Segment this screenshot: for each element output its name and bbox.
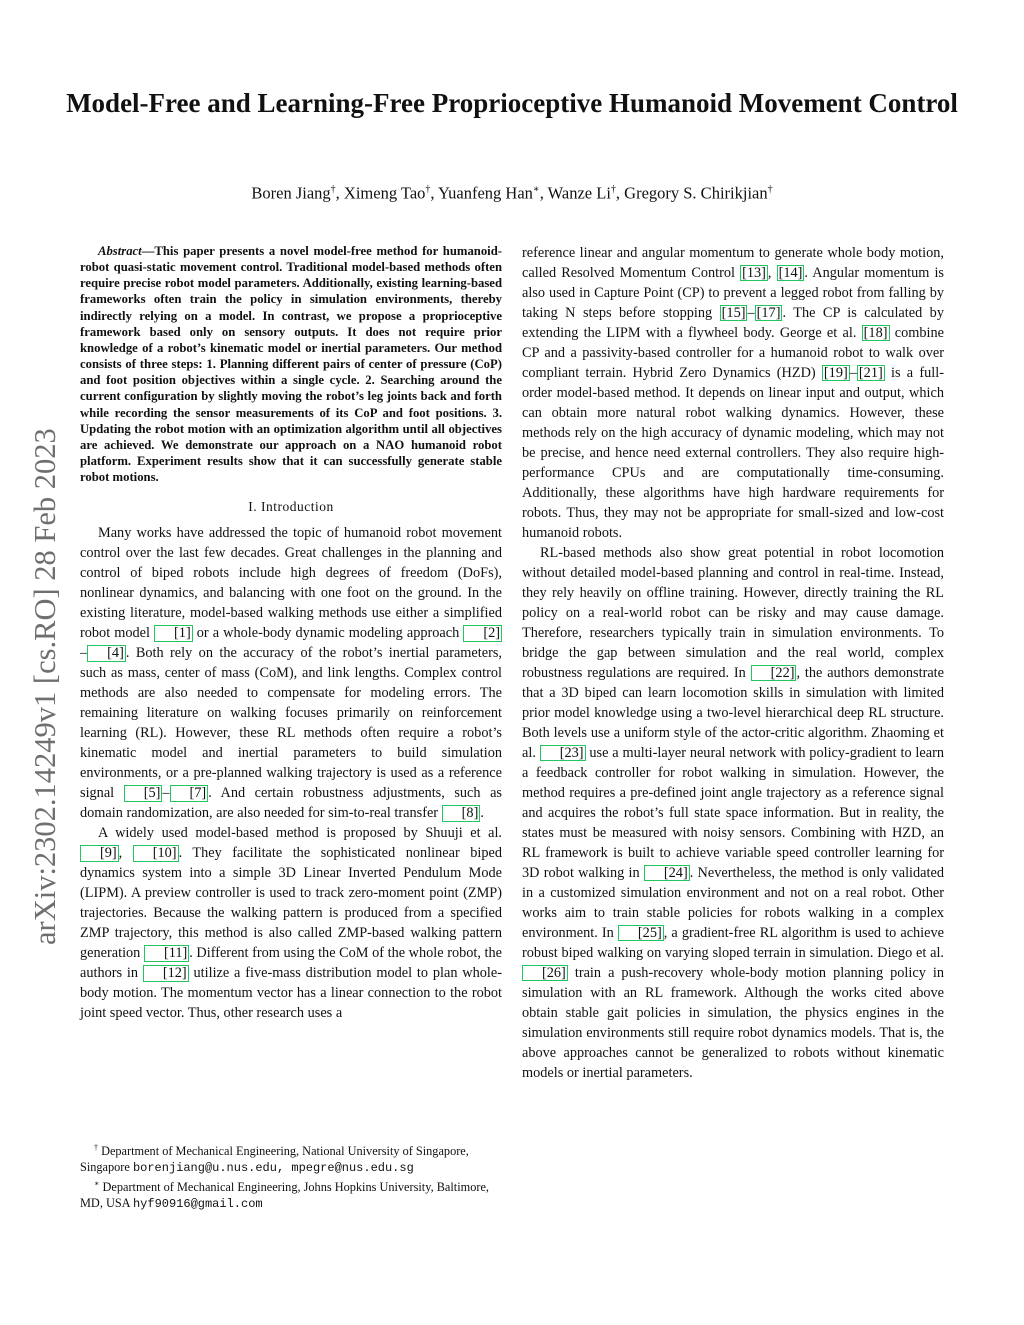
right-column — [522, 243, 944, 1083]
citation-link[interactable]: [8] — [442, 805, 481, 821]
citation-link[interactable]: [21] — [858, 365, 883, 381]
citation-link[interactable]: [13] — [742, 265, 766, 281]
abstract-label: Abstract — [98, 244, 142, 258]
affiliation-mark: † — [425, 184, 431, 195]
author-name: Boren Jiang — [251, 183, 331, 203]
citation-link[interactable]: [14] — [778, 265, 803, 281]
right-body — [522, 243, 944, 1083]
footnote-mark: † — [94, 1143, 98, 1152]
citation-link[interactable]: [22] — [751, 665, 797, 681]
author-list: Boren Jiang†, Ximeng Tao†, Yuanfeng Han∗, Wanze Li†, Gregory S. Chirikjian† — [251, 183, 773, 203]
affiliation-mark: † — [330, 184, 336, 195]
citation-link[interactable]: [15] — [721, 305, 746, 321]
citation-link[interactable]: [5] — [124, 785, 163, 801]
citation-link[interactable]: [1] — [154, 625, 193, 641]
citation-link[interactable]: [10] — [133, 845, 179, 861]
footnote-text: Department of Mechanical Engineering, National University of Singapore, Singapore — [80, 1144, 469, 1174]
email-address[interactable]: hyf90916@gmail.com — [132, 1196, 263, 1211]
affiliation-mark: † — [767, 184, 773, 195]
abstract — [80, 243, 502, 485]
left-body — [80, 523, 502, 1023]
citation-link[interactable]: [4] — [87, 645, 126, 661]
affiliation-footnote — [80, 1140, 502, 1176]
citation-link[interactable]: [9] — [80, 845, 119, 861]
citation-link[interactable]: [12] — [143, 965, 189, 981]
footnote-text: Department of Mechanical Engineering, Johns Hopkins University, Baltimore, MD, USA — [80, 1180, 489, 1210]
footnotes — [80, 1140, 502, 1212]
citation-link[interactable]: [2] — [463, 625, 502, 641]
body-paragraph: A widely used model-based method is proposed by Shuuji et al. [9] , [10] . They facilitate the sophisticated nonlinear biped dynamics system into a simple 3D Linear Inverted Pendulum Mode (LIPM). A preview controller is used to track zero-moment point (ZMP) trajectories. Because the walking pattern is produced from a specified ZMP trajectory, this method is also called ZMP-based walking pattern generation [11] . Different from using the CoM of the whole robot, the authors in [12] utilize a five-mass distribution model to plan whole-body motion. The momentum vector has a linear connection to the robot joint speed vector. Thus, other research uses a — [80, 825, 502, 1022]
paper-title: Model-Free and Learning-Free Proprioceptive Humanoid Movement Control — [66, 88, 958, 118]
citation-link[interactable]: [23] — [540, 745, 586, 761]
citation-link[interactable]: [11] — [144, 945, 189, 961]
citation-link[interactable]: [25] — [618, 925, 664, 941]
abstract-text: —This paper presents a novel model-free method for humanoid-robot quasi-static movement control. Traditional model-based methods often require precise robot model parameters. Additionally, existing learning-based frameworks often train the policy in simulation environments, thereby indirectly relying on a model. In contrast, we propose a proprioceptive framework based only on sensory outputs. It does not require prior knowledge of a robot’s kinematic model or inertial parameters. Our method consists of three steps: 1. Planning different pairs of center of pressure (CoP) and foot position objectives within a single cycle. 2. Searching around the current configuration by slightly moving the robot’s leg joints back and forth while recording the sensor measurements of its CoP and foot positions. 3. Updating the robot motion with an optimization algorithm until all objectives are achieved. We demonstrate our approach on a NAO humanoid robot platform. Experiment results show that it can successfully generate stable robot motions. — [80, 244, 502, 485]
affiliation-mark: ∗ — [532, 184, 540, 195]
author-name: Yuanfeng Han — [438, 183, 533, 203]
section-heading-introduction: I. Introduction — [248, 499, 334, 515]
citation-link[interactable]: [17] — [756, 305, 781, 321]
citation-link[interactable]: [26] — [522, 965, 568, 981]
affiliation-footnote — [80, 1176, 502, 1212]
email-address[interactable]: borenjiang@u.nus.edu, mpegre@nus.edu.sg — [132, 1160, 414, 1175]
body-paragraph: reference linear and angular momentum to generate whole body motion, called Resolved Momentum Control [13] , [14] . Angular momentum is also used in Capture Point (CP) to prevent a legged robot from falling by taking N steps before stopping [15] – [17] . The CP is calculated by extending the LIPM with a flywheel body. George et al. [18] combine CP and a passivity-based controller for a humanoid robot to walk over compliant terrain. Hybrid Zero Dynamics (HZD) [19] – [21] is a full-order model-based method. It depends on linear input and output, which can obtain more natural robot walking dynamics. However, these methods rely on the high accuracy of dynamic modeling, which may not be precise, and hence need external controllers. They also require high-performance CPUs and are computationally time-consuming. Additionally, these algorithms have high hardware requirements for robots. Thus, they may not be appropriate for small-sized and low-cost humanoid robots. — [522, 245, 944, 541]
body-paragraph: Many works have addressed the topic of humanoid robot movement control over the last few decades. Great challenges in the planning and control of biped robots include high degrees of freedom (DoFs), nonlinear dynamics, and balancing with one foot on the ground. In the existing literature, model-based walking methods use either a simplified robot model [1] or a whole-body dynamic modeling approach [2]– [4] . Both rely on the accuracy of the robot’s inertial parameters, such as mass, center of mass (CoM), and link lengths. Complex control methods are also needed to compensate for modeling errors. The remaining literature on walking focuses primarily on reinforcement learning (RL). However, these RL methods often require a robot’s kinematic model and inertial parameters to build simulation environments, or a pre-planned walking trajectory is used as a reference signal [5] – [7] . And certain robustness adjustments, such as domain randomization, are also needed for sim-to-real transfer [8] . — [80, 525, 502, 822]
citation-link[interactable]: [19] — [823, 365, 848, 381]
citation-link[interactable]: [7] — [170, 785, 209, 801]
arxiv-identifier: arXiv:2302.14249v1 [cs.RO] 28 Feb 2023 — [28, 428, 62, 945]
author-name: Ximeng Tao — [343, 183, 426, 203]
author-name: Gregory S. Chirikjian — [624, 183, 768, 203]
author-name: Wanze Li — [547, 183, 611, 203]
affiliation-mark: † — [610, 184, 616, 195]
citation-link[interactable]: [24] — [644, 865, 690, 881]
footnote-mark: ∗ — [94, 1179, 100, 1189]
body-paragraph: RL-based methods also show great potential in robot locomotion without detailed model-based planning and control in real-time. Instead, they rely heavily on offline training. However, directly training the RL policy on a real-world robot can be risky and may cause damage. Therefore, researchers typically train in simulation environments. To bridge the gap between simulation and the real world, complex robustness regulations are required. In [22] , the authors demonstrate that a 3D biped can learn locomotion skills in simulation with limited prior model knowledge using a two-level hierarchical deep RL structure. Both levels use a uniform style of the actor-critic algorithm. Zhaoming et al. [23] use a multi-layer neural network with policy-gradient to learn a feedback controller for robot walking in simulation. However, the method requires a pre-defined joint angle trajectory as a reference signal and acquires the robot’s full state space information. But in reality, the states must be measured with noisy sensors. Combining with HZD, an RL framework is built to achieve variable speed controller learning for 3D robot walking in [24] . Nevertheless, the method is only validated in a customized simulation environment and not on a real robot. Other works aim to train stable policies for robots walking in a complex environment. In [25] , a gradient-free RL algorithm is used to achieve robust biped walking on varying sloped terrain in simulation. Diego et al. [26] train a push-recovery whole-body motion planning policy in simulation with an RL framework. Although the works cited above obtain stable gait policies in simulation, the physics engines in the simulation environments still require robot dynamics models. That is, the above approaches cannot be generalized to robots without kinematic models or inertial parameters. — [522, 545, 944, 1081]
left-column — [80, 243, 502, 1023]
citation-link[interactable]: [18] — [863, 325, 888, 341]
